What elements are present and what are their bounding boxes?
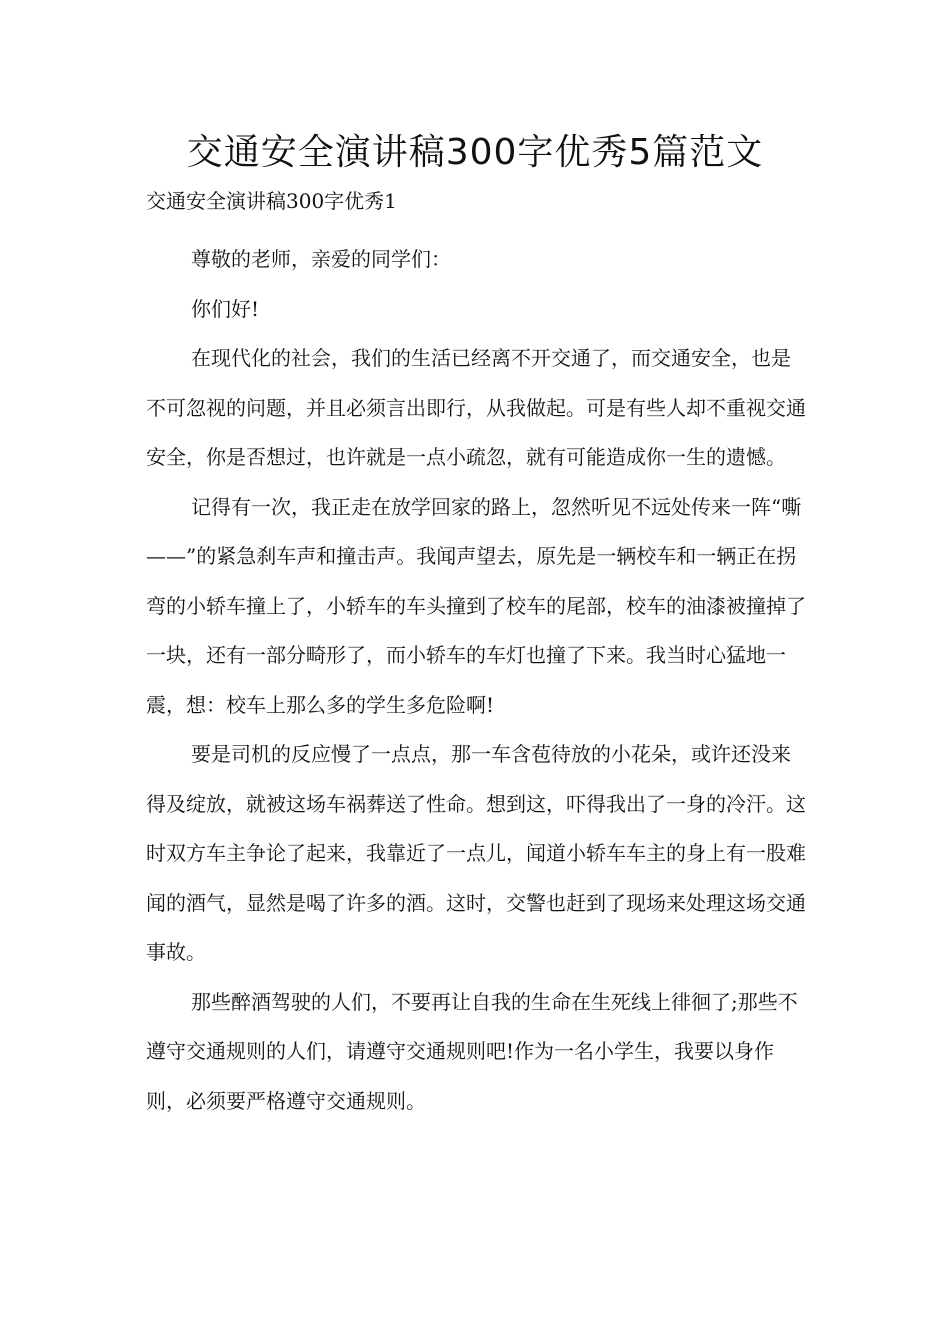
body-paragraph: 在现代化的社会，我们的生活已经离不开交通了，而交通安全，也是不可忽视的问题，并且必须言出即行，从我做起。可是有些人却不重视交通安全，你是否想过，也许就是一点小疏忽，就有可能造成你一生的遗憾。 — [146, 346, 806, 469]
salutation-paragraph: 尊敬的老师，亲爱的同学们： — [191, 247, 451, 271]
body-paragraph: 要是司机的反应慢了一点点，那一车含苞待放的小花朵，或许还没来得及绽放，就被这场车祸葬送了性命。想到这，吓得我出了一身的冷汗。这时双方车主争论了起来，我靠近了一点儿，闻道小轿车车主的身上有一股难闻的酒气，显然是喝了许多的酒。这时，交警也赶到了现场来处理这场交通事故。 — [146, 742, 806, 964]
document-title: 交通安全演讲稿300字优秀5篇范文 — [186, 132, 764, 173]
body-paragraph: 记得有一次，我正走在放学回家的路上，忽然听见不远处传来一阵“嘶——”的紧急刹车声和撞击声。我闻声望去，原先是一辆校车和一辆正在拐弯的小轿车撞上了，小轿车的车头撞到了校车的尾部，校车的油漆被撞掉了一块，还有一部分畸形了，而小轿车的车灯也撞了下来。我当时心猛地一震，想：校车上那么多的学生多危险啊! — [146, 494, 806, 717]
greeting-paragraph: 你们好! — [191, 296, 260, 321]
document-body — [146, 235, 810, 1126]
section-heading: 交通安全演讲稿300字优秀1 — [146, 189, 397, 213]
body-paragraph: 那些醉酒驾驶的人们，不要再让自我的生命在生死线上徘徊了;那些不遵守交通规则的人们，请遵守交通规则吧!作为一名小学生，我要以身作则，必须要严格遵守交通规则。 — [146, 989, 798, 1113]
